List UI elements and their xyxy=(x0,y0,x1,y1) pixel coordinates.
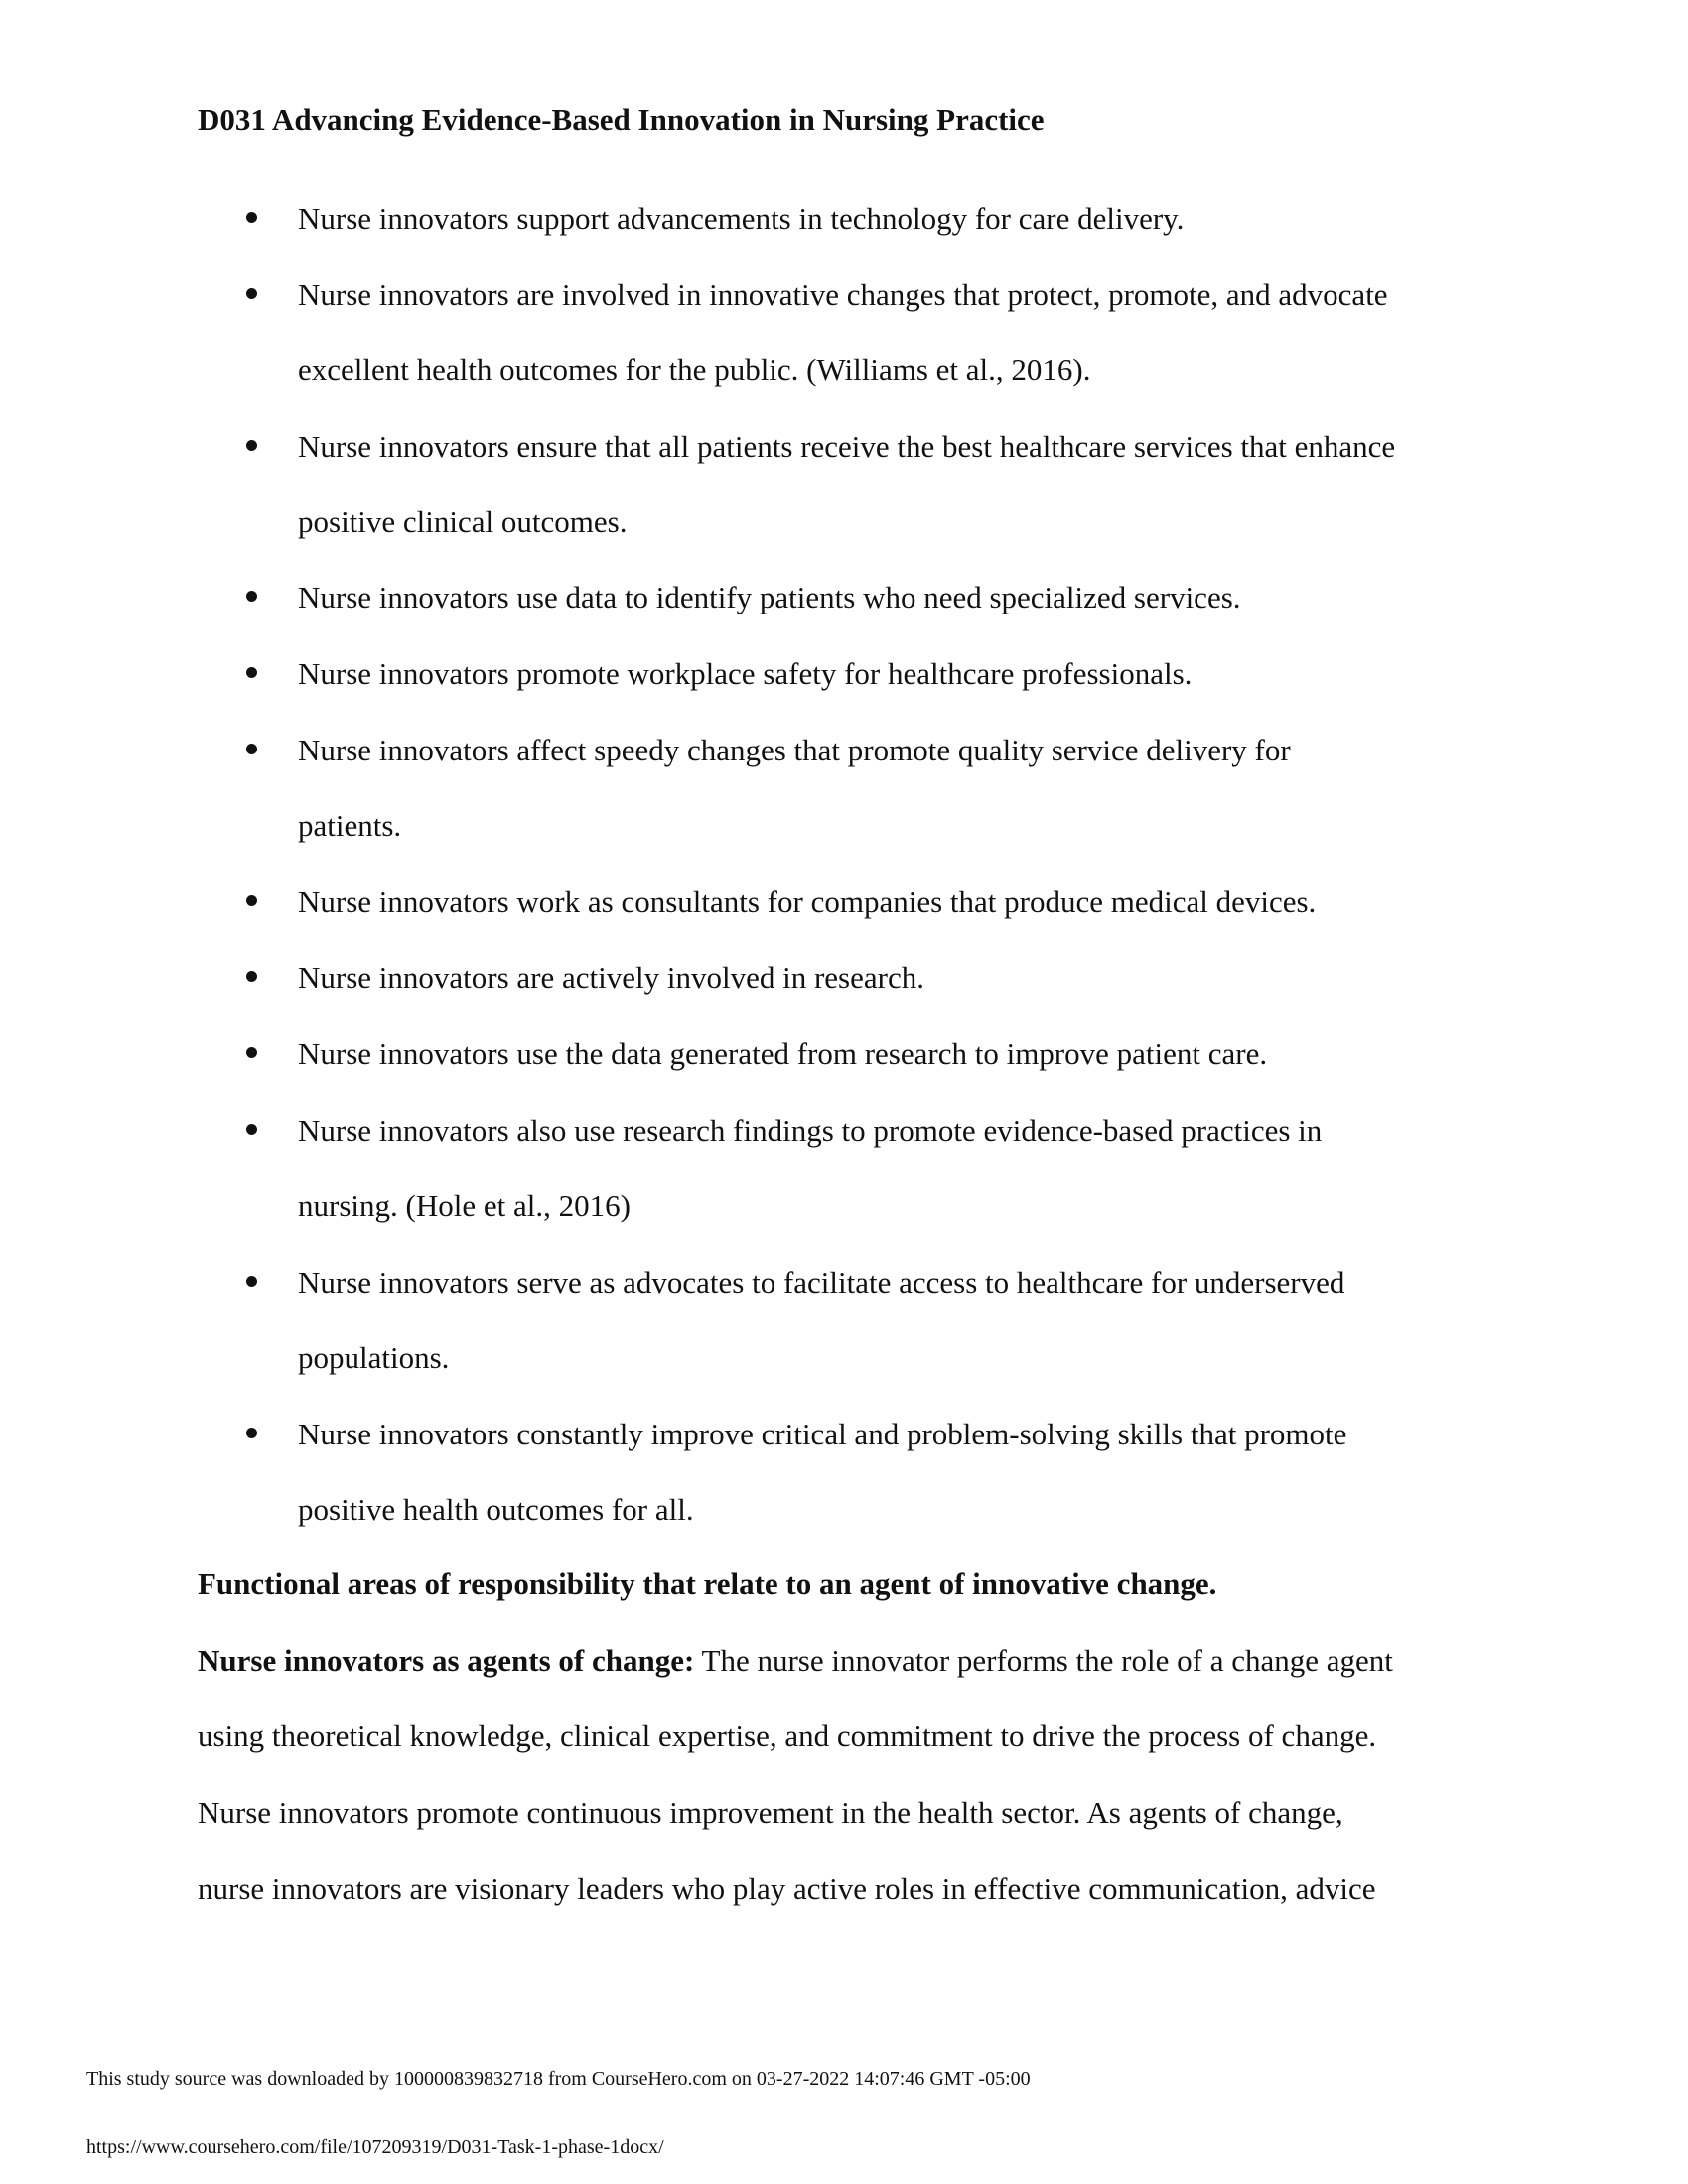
bullet-icon xyxy=(246,744,257,754)
bullet-icon xyxy=(246,212,257,223)
list-item-text: excellent health outcomes for the public. (Williams et al., 2016). xyxy=(298,352,1091,387)
list-item-text: Nurse innovators affect speedy changes that promote quality service delivery for xyxy=(298,733,1291,767)
list-item xyxy=(0,563,1688,632)
bullet-icon xyxy=(246,1428,257,1438)
list-item xyxy=(0,716,1688,843)
footer-source-note: This study source was downloaded by 100000839832718 from CourseHero.com on 03-27-2022 14:07:46 GMT -05:00 xyxy=(86,2068,1031,2090)
section-heading: Functional areas of responsibility that relate to an agent of innovative change. xyxy=(198,1567,1217,1601)
list-item-text: positive health outcomes for all. xyxy=(298,1492,694,1527)
paragraph-line: using theoretical knowledge, clinical expertise, and commitment to drive the process of change. xyxy=(198,1718,1377,1753)
list-item xyxy=(0,868,1688,937)
list-item xyxy=(0,639,1688,709)
list-item-text: Nurse innovators also use research findings to promote evidence-based practices in xyxy=(298,1113,1323,1148)
list-item-text: Nurse innovators are actively involved in research. xyxy=(298,960,924,995)
list-item xyxy=(0,1400,1688,1527)
paragraph-line xyxy=(198,1636,1393,1686)
list-item-text: Nurse innovators work as consultants for companies that produce medical devices. xyxy=(298,885,1317,919)
paragraph-lead: Nurse innovators as agents of change: xyxy=(198,1643,695,1678)
list-item-text: Nurse innovators ensure that all patients receive the best healthcare services that enhance xyxy=(298,429,1396,464)
list-item xyxy=(0,1248,1688,1375)
list-item-text: patients. xyxy=(298,808,402,843)
list-item-text: Nurse innovators use data to identify patients who need specialized services. xyxy=(298,580,1241,614)
list-item-text: populations. xyxy=(298,1340,450,1375)
list-item-text: Nurse innovators serve as advocates to facilitate access to healthcare for underserved xyxy=(298,1265,1345,1299)
paragraph-line-text: The nurse innovator performs the role of a change agent xyxy=(694,1643,1393,1678)
list-item xyxy=(0,185,1688,254)
bullet-icon xyxy=(246,288,257,299)
list-item-text: Nurse innovators are involved in innovative changes that protect, promote, and advocate xyxy=(298,277,1388,312)
paragraph-line: nurse innovators are visionary leaders who play active roles in effective communication, advice xyxy=(198,1871,1376,1906)
paragraph-line: Nurse innovators promote continuous improvement in the health sector. As agents of change, xyxy=(198,1795,1343,1830)
bullet-icon xyxy=(246,1124,257,1135)
bullet-icon xyxy=(246,591,257,602)
list-item-text: nursing. (Hole et al., 2016) xyxy=(298,1188,631,1223)
list-item-text: Nurse innovators promote workplace safety for healthcare professionals. xyxy=(298,656,1193,691)
bullet-icon xyxy=(246,1047,257,1058)
list-item-text: positive clinical outcomes. xyxy=(298,504,628,539)
bullet-icon xyxy=(246,667,257,678)
footer-url[interactable]: https://www.coursehero.com/file/107209319/D031-Task-1-phase-1docx/ xyxy=(86,2136,664,2158)
list-item-text: Nurse innovators use the data generated from research to improve patient care. xyxy=(298,1036,1268,1071)
page-title: D031 Advancing Evidence-Based Innovation in Nursing Practice xyxy=(198,102,1045,137)
list-item-text: Nurse innovators support advancements in technology for care delivery. xyxy=(298,202,1185,236)
list-item xyxy=(0,412,1688,539)
bullet-icon xyxy=(246,1276,257,1287)
bullet-icon xyxy=(246,895,257,906)
list-item xyxy=(0,260,1688,387)
list-item xyxy=(0,1096,1688,1223)
list-item xyxy=(0,943,1688,1013)
bullet-icon xyxy=(246,440,257,451)
list-item xyxy=(0,1020,1688,1089)
bullet-icon xyxy=(246,971,257,982)
list-item-text: Nurse innovators constantly improve critical and problem-solving skills that promote xyxy=(298,1417,1347,1451)
